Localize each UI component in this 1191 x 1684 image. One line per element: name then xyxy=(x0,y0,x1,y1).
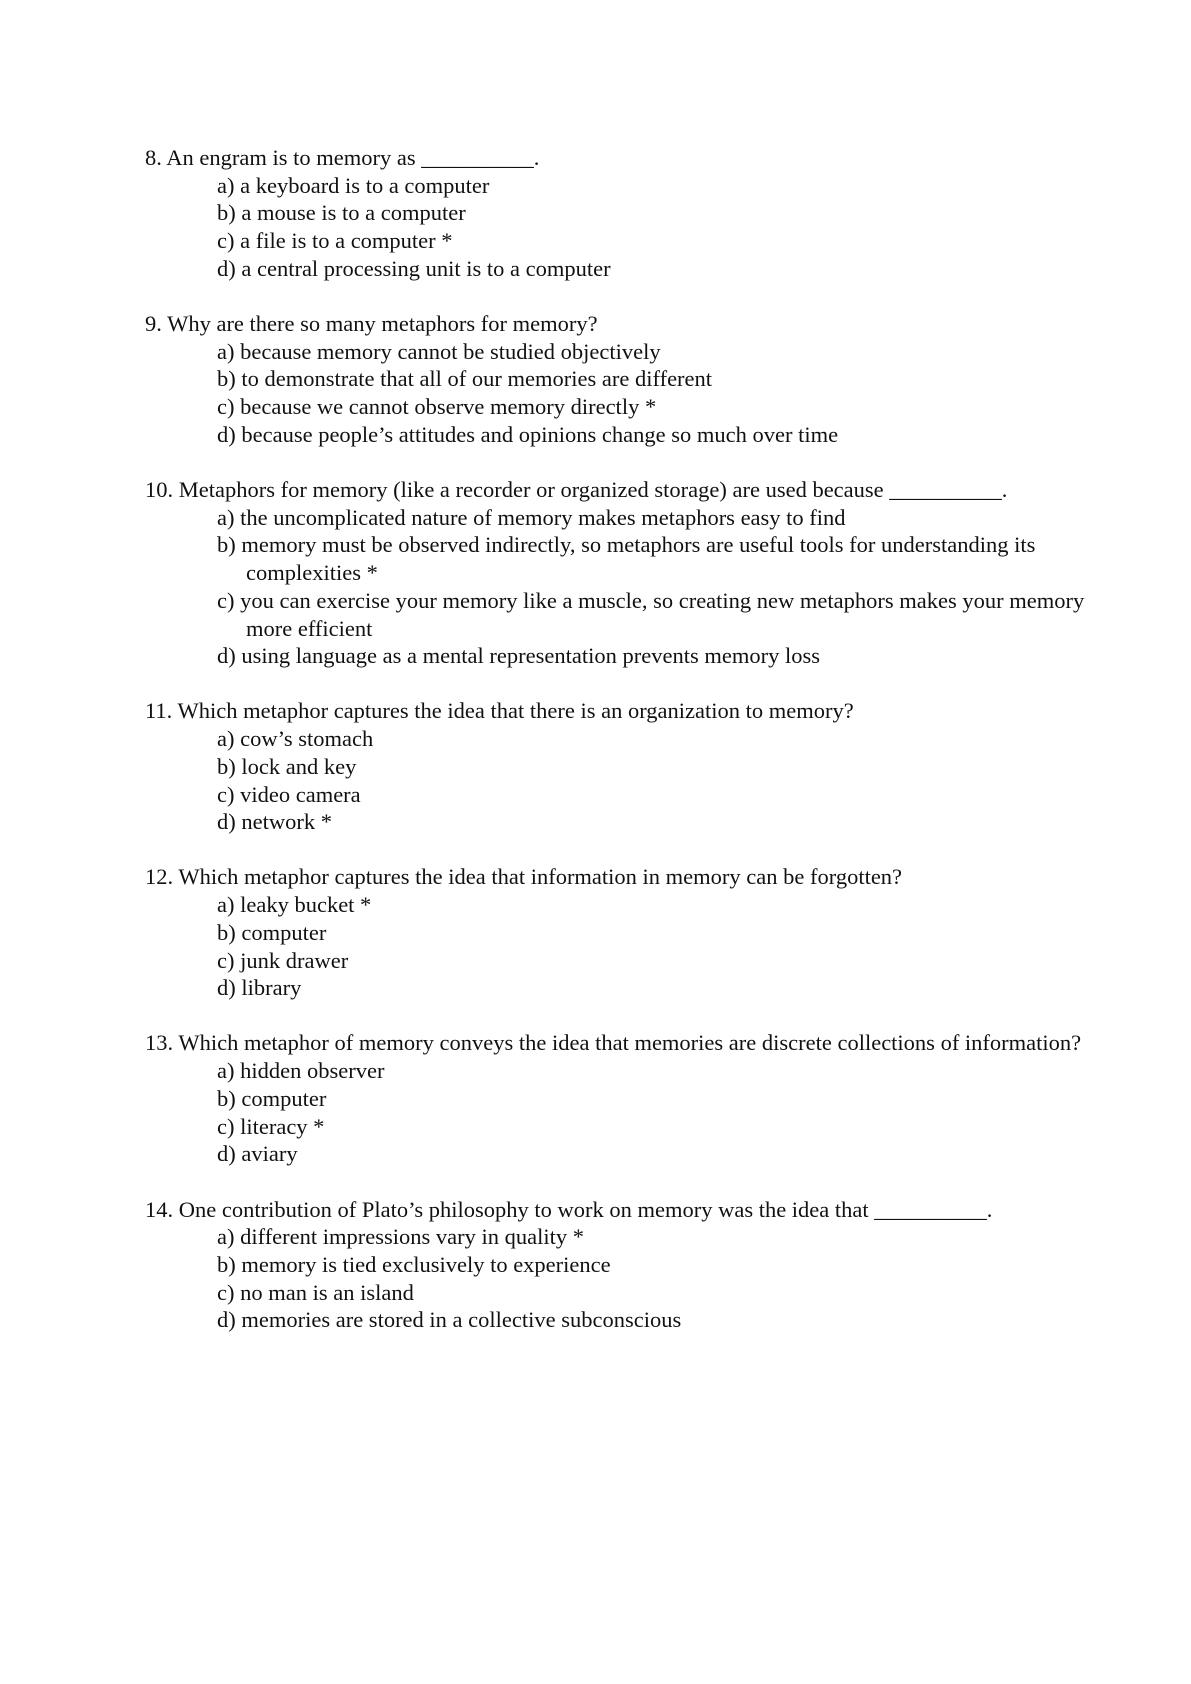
answer-options xyxy=(145,338,1105,449)
question-9 xyxy=(145,310,1105,449)
question-10 xyxy=(145,476,1105,670)
answer-option-d: d) library xyxy=(217,975,302,1001)
answer-option-c: c) a file is to a computer * xyxy=(217,228,453,254)
answer-option-c: c) video camera xyxy=(217,781,361,807)
answer-option-c: c) literacy * xyxy=(217,1113,325,1139)
answer-option-c: c) because we cannot observe memory directly * xyxy=(217,394,657,420)
answer-option-d: d) memories are stored in a collective subconscious xyxy=(217,1307,682,1333)
answer-option-c: c) no man is an island xyxy=(217,1279,414,1305)
answer-options xyxy=(145,1223,1105,1334)
answer-option-c: c) junk drawer xyxy=(217,947,349,973)
question-13 xyxy=(145,1029,1105,1168)
answer-options xyxy=(145,891,1105,1002)
question-12 xyxy=(145,863,1105,1002)
answer-option-d: d) a central processing unit is to a computer xyxy=(217,255,611,281)
question-list xyxy=(145,144,1105,1362)
answer-option-a: a) different impressions vary in quality * xyxy=(217,1224,584,1250)
question-8 xyxy=(145,144,1105,283)
answer-option-a: a) hidden observer xyxy=(217,1058,385,1084)
answer-option-a: a) because memory cannot be studied objectively xyxy=(217,338,661,364)
answer-options xyxy=(145,725,1105,836)
answer-option-a: a) leaky bucket * xyxy=(217,892,372,918)
answer-option-d: d) using language as a mental representation prevents memory loss xyxy=(217,643,820,669)
answer-option-d: d) because people’s attitudes and opinions change so much over time xyxy=(217,421,839,447)
answer-options xyxy=(145,504,1105,670)
answer-option-b: b) memory is tied exclusively to experience xyxy=(217,1251,611,1277)
answer-option-d: d) aviary xyxy=(217,1141,298,1167)
question-stem: 13. Which metaphor of memory conveys the idea that memories are discrete collections of information? xyxy=(145,1030,1082,1056)
answer-options xyxy=(145,172,1105,283)
question-stem: 8. An engram is to memory as __________. xyxy=(145,145,540,170)
question-stem: 14. One contribution of Plato’s philosophy to work on memory was the idea that __________. xyxy=(145,1196,993,1222)
answer-option-b: b) lock and key xyxy=(217,753,357,779)
answer-option-c: c) you can exercise your memory like a muscle, so creating new metaphors makes your memory more efficient xyxy=(217,587,1085,641)
question-stem: 10. Metaphors for memory (like a recorder or organized storage) are used because __________. xyxy=(145,477,1008,503)
answer-option-a: a) the uncomplicated nature of memory makes metaphors easy to find xyxy=(217,504,846,530)
question-stem: 12. Which metaphor captures the idea that information in memory can be forgotten? xyxy=(145,864,903,890)
question-stem: 9. Why are there so many metaphors for memory? xyxy=(145,311,598,337)
answer-options xyxy=(145,1057,1105,1168)
answer-option-b: b) a mouse is to a computer xyxy=(217,200,466,226)
answer-option-a: a) a keyboard is to a computer xyxy=(217,172,490,198)
answer-option-b: b) computer xyxy=(217,1085,327,1111)
question-14 xyxy=(145,1196,1105,1335)
question-11 xyxy=(145,697,1105,836)
question-stem: 11. Which metaphor captures the idea that there is an organization to memory? xyxy=(145,698,854,724)
answer-option-a: a) cow’s stomach xyxy=(217,726,374,752)
answer-option-b: b) computer xyxy=(217,919,327,945)
answer-option-b: b) memory must be observed indirectly, so metaphors are useful tools for understanding its complexities * xyxy=(217,532,1036,586)
answer-option-b: b) to demonstrate that all of our memories are different xyxy=(217,366,713,392)
answer-option-d: d) network * xyxy=(217,809,332,835)
